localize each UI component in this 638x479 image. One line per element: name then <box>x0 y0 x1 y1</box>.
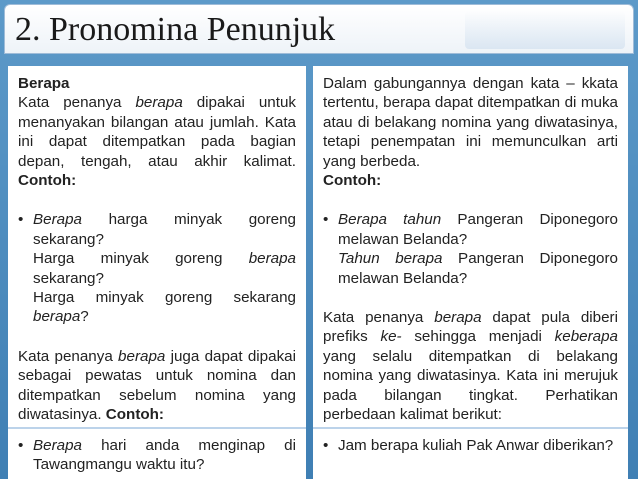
text: Jam berapa kuliah Pak Anwar diberikan? <box>338 436 614 454</box>
contoh-label: Contoh: <box>105 406 164 424</box>
text-italic: berapa <box>434 309 482 327</box>
divider <box>8 427 306 429</box>
text-italic: berapa <box>135 94 183 112</box>
contoh-label: Contoh: <box>323 172 382 190</box>
right-text-panel <box>313 66 628 479</box>
text-italic: keberapa <box>554 328 618 346</box>
slide-title-bar <box>4 4 634 54</box>
example-bullet <box>323 210 618 288</box>
text: dipakai untuk menanyakan bilangan atau jumlah. Kata ini dapat ditempatkan pada bagian depan, tengah, atau akhir kalimat. <box>18 94 296 170</box>
text: Kata penanya <box>18 94 136 112</box>
left-text-panel <box>8 66 306 479</box>
title-decoration <box>465 11 625 49</box>
text-italic: berapa <box>33 308 81 326</box>
intro-paragraph: Dalam gabungannya dengan kata – kkata tertentu, berapa dapat ditempatkan di muka atau di belakang nomina yang diwatasinya, tetapi penempatan ini memunculkan arti yang berbeda. <box>323 75 618 170</box>
spacer <box>18 327 296 347</box>
text: yang selalu ditempatkan di belakang nomina yang diwatasinya. Kata ini merujuk pada bilangan tingkat. Perhatikan perbedaan kalimat berikut: <box>323 347 618 424</box>
text: Pangeran Diponegoro melawan Belanda? <box>338 250 618 287</box>
text: juga dapat dipakai sebagai pewatas untuk nomina dan ditempatkan sebelum nomina yang diwatasinya. <box>18 347 296 424</box>
divider <box>313 427 628 429</box>
text: ? <box>80 308 89 326</box>
spacer <box>323 190 618 210</box>
bullet-marker: • <box>18 211 24 229</box>
bullet-marker: • <box>323 436 329 454</box>
example-bullet <box>18 436 296 475</box>
text: hari anda menginap di Tawangmangu waktu itu? <box>33 436 296 473</box>
text-italic: ke- <box>380 328 402 346</box>
text-italic: berapa <box>118 347 166 365</box>
text: Kata penanya <box>323 309 435 327</box>
text-italic: berapa <box>248 250 296 268</box>
text-italic: Berapa <box>33 211 82 229</box>
text-italic: Tahun berapa <box>338 250 443 268</box>
spacer <box>18 190 296 210</box>
text: sehingga menjadi <box>401 328 555 346</box>
text: Kata penanya <box>18 347 119 365</box>
text-italic: Berapa <box>33 436 82 454</box>
slide-title: 2. Pronomina Penunjuk <box>15 11 336 48</box>
second-paragraph <box>323 308 618 424</box>
section-heading: Berapa <box>18 75 70 92</box>
contoh-label: Contoh: <box>18 172 77 190</box>
bullet-marker: • <box>323 211 329 229</box>
text: harga minyak goreng sekarang? <box>33 211 296 248</box>
example-bullet <box>323 436 618 455</box>
spacer <box>323 288 618 308</box>
intro-paragraph <box>18 93 296 190</box>
example-bullet <box>18 210 296 326</box>
text: Harga minyak goreng sekarang <box>33 289 296 307</box>
text: sekarang? <box>33 269 104 287</box>
text: dapat pula diberi prefiks <box>323 309 618 346</box>
text: Pangeran Diponegoro melawan Belanda? <box>338 211 618 248</box>
second-paragraph <box>18 347 296 425</box>
text-italic: Berapa tahun <box>338 211 442 229</box>
bullet-marker: • <box>18 436 24 454</box>
text: Harga minyak goreng <box>33 250 249 268</box>
